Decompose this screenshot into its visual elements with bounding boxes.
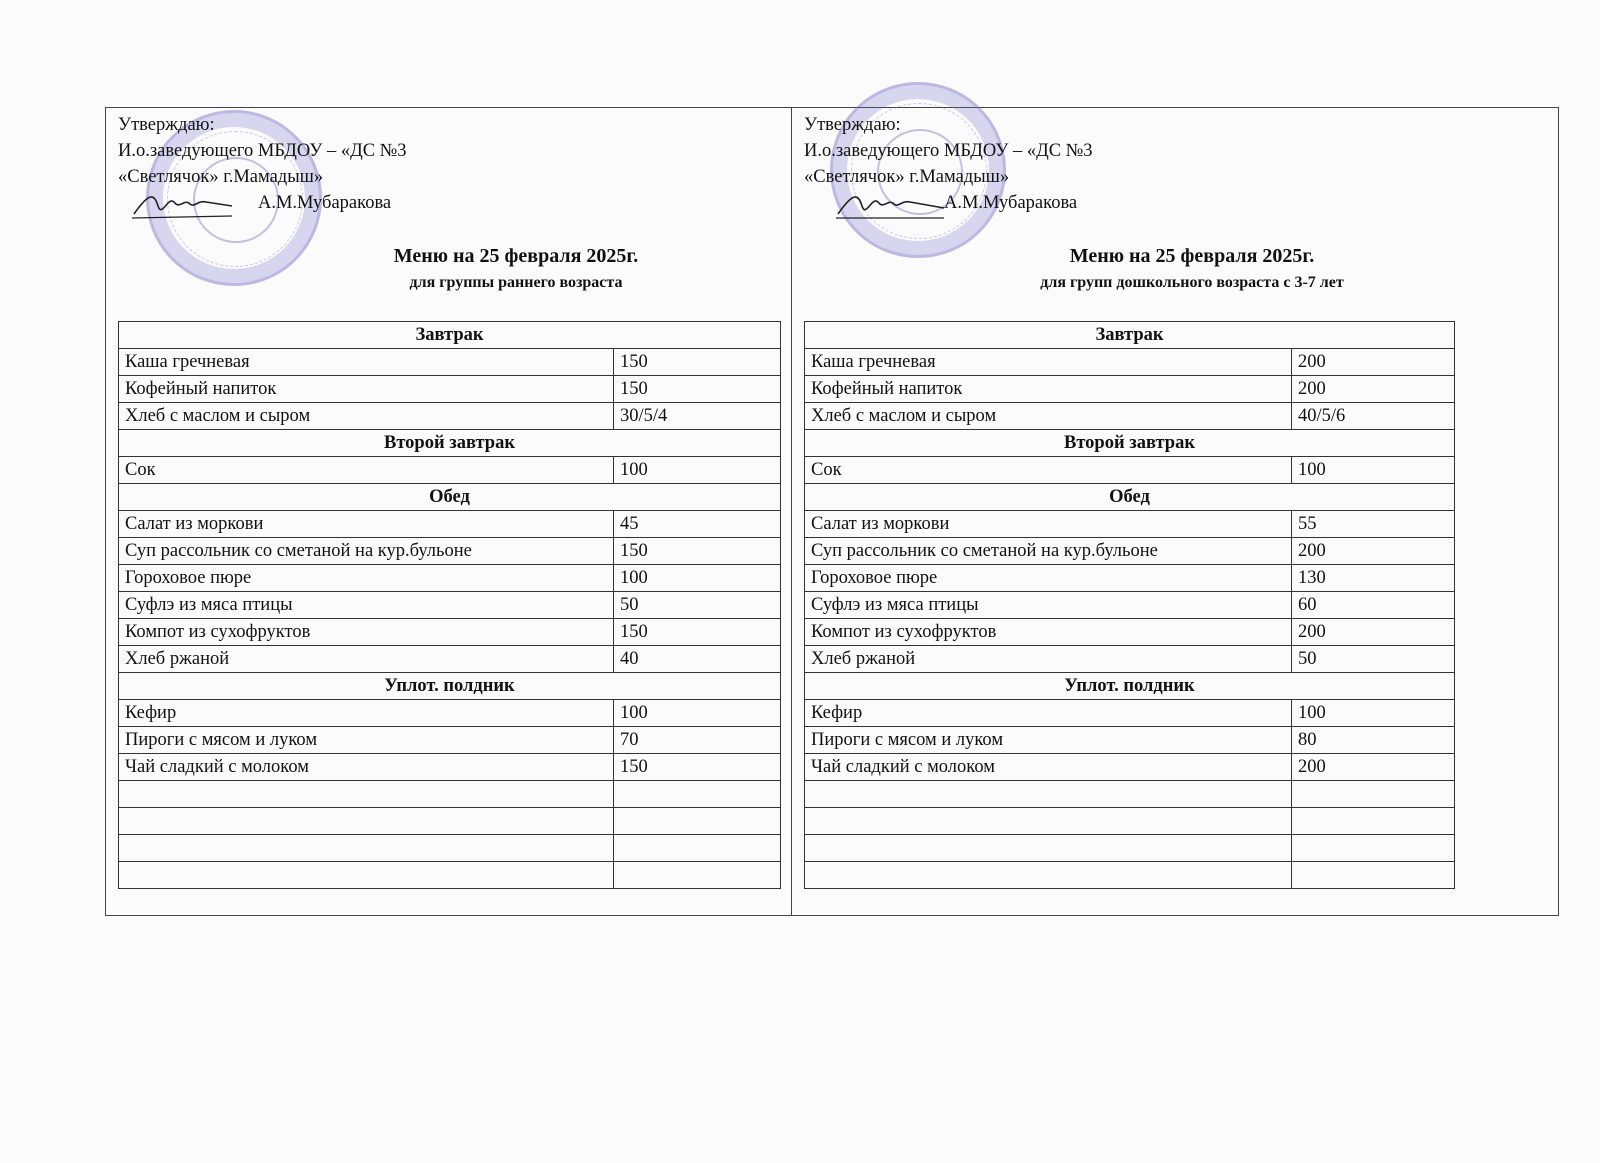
approval-position: И.о.заведующего МБДОУ – «ДС №3 xyxy=(804,141,1093,161)
table-row xyxy=(805,565,1455,592)
table-row xyxy=(119,646,781,673)
dish-portion: 150 xyxy=(614,619,781,646)
approval-block xyxy=(118,112,407,216)
section-header: Обед xyxy=(805,484,1455,511)
section-header: Уплот. полдник xyxy=(805,673,1455,700)
table-row xyxy=(119,565,781,592)
dish-name: Сок xyxy=(119,457,614,484)
dish-name: Кефир xyxy=(119,700,614,727)
section-row xyxy=(119,322,781,349)
table-row xyxy=(805,700,1455,727)
dish-name: Хлеб с маслом и сыром xyxy=(119,403,614,430)
dish-portion: 55 xyxy=(1292,511,1455,538)
dish-portion: 40/5/6 xyxy=(1292,403,1455,430)
dish-name: Суп рассольник со сметаной на кур.бульоне xyxy=(119,538,614,565)
section-row xyxy=(119,484,781,511)
dish-name: Хлеб ржаной xyxy=(119,646,614,673)
section-row xyxy=(805,484,1455,511)
table-row xyxy=(805,457,1455,484)
dish-portion: 50 xyxy=(614,592,781,619)
empty-row xyxy=(119,835,781,862)
section-header: Второй завтрак xyxy=(805,430,1455,457)
section-row xyxy=(805,430,1455,457)
table-row xyxy=(119,619,781,646)
table-row xyxy=(805,592,1455,619)
dish-portion: 150 xyxy=(614,376,781,403)
dish-portion: 100 xyxy=(614,565,781,592)
menu-title-block xyxy=(256,241,776,295)
empty-row xyxy=(805,862,1455,889)
dish-portion: 40 xyxy=(614,646,781,673)
menu-preschool xyxy=(792,108,1558,915)
dish-portion: 150 xyxy=(614,349,781,376)
dish-portion: 80 xyxy=(1292,727,1455,754)
dish-name: Салат из моркови xyxy=(119,511,614,538)
dish-name: Гороховое пюре xyxy=(805,565,1292,592)
dish-portion: 30/5/4 xyxy=(614,403,781,430)
dish-name: Суфлэ из мяса птицы xyxy=(119,592,614,619)
empty-row xyxy=(119,781,781,808)
dish-portion: 130 xyxy=(1292,565,1455,592)
menu-sheet xyxy=(105,107,1559,916)
dish-portion: 100 xyxy=(1292,457,1455,484)
menu-table xyxy=(118,321,781,889)
dish-portion: 150 xyxy=(614,754,781,781)
section-header: Уплот. полдник xyxy=(119,673,781,700)
empty-row xyxy=(805,835,1455,862)
dish-portion: 100 xyxy=(614,700,781,727)
approval-position: И.о.заведующего МБДОУ – «ДС №3 xyxy=(118,141,407,161)
empty-row xyxy=(805,781,1455,808)
approval-organization: «Светлячок» г.Мамадыш» xyxy=(118,167,324,187)
table-row xyxy=(119,727,781,754)
table-row xyxy=(805,619,1455,646)
dish-name: Чай сладкий с молоком xyxy=(119,754,614,781)
table-row xyxy=(119,592,781,619)
menu-title: Меню на 25 февраля 2025г. xyxy=(1069,245,1315,267)
dish-portion: 100 xyxy=(1292,700,1455,727)
table-row xyxy=(805,538,1455,565)
table-row xyxy=(119,457,781,484)
table-row xyxy=(805,349,1455,376)
dish-portion: 200 xyxy=(1292,619,1455,646)
table-row xyxy=(119,403,781,430)
menu-early-age xyxy=(106,108,792,915)
dish-name: Кофейный напиток xyxy=(805,376,1292,403)
empty-row xyxy=(119,862,781,889)
section-header: Завтрак xyxy=(805,322,1455,349)
dish-name: Пироги с мясом и луком xyxy=(119,727,614,754)
table-row xyxy=(119,376,781,403)
dish-portion: 45 xyxy=(614,511,781,538)
dish-portion: 200 xyxy=(1292,376,1455,403)
dish-portion: 200 xyxy=(1292,754,1455,781)
dish-portion: 70 xyxy=(614,727,781,754)
dish-name: Чай сладкий с молоком xyxy=(805,754,1292,781)
dish-portion: 60 xyxy=(1292,592,1455,619)
dish-name: Хлеб ржаной xyxy=(805,646,1292,673)
table-row xyxy=(119,538,781,565)
dish-portion: 100 xyxy=(614,457,781,484)
dish-name: Каша гречневая xyxy=(805,349,1292,376)
table-row xyxy=(805,376,1455,403)
table-row xyxy=(119,754,781,781)
dish-name: Каша гречневая xyxy=(119,349,614,376)
table-row xyxy=(805,727,1455,754)
menu-title-block xyxy=(932,241,1452,295)
dish-name: Гороховое пюре xyxy=(119,565,614,592)
table-row xyxy=(119,511,781,538)
table-row xyxy=(805,403,1455,430)
approver-name: А.М.Мубаракова xyxy=(258,193,392,213)
approver-name: А.М.Мубаракова xyxy=(944,193,1078,213)
dish-name: Компот из сухофруктов xyxy=(119,619,614,646)
approval-label: Утверждаю: xyxy=(804,115,901,135)
dish-name: Пироги с мясом и луком xyxy=(805,727,1292,754)
section-row xyxy=(805,322,1455,349)
table-row xyxy=(805,511,1455,538)
dish-name: Суп рассольник со сметаной на кур.бульоне xyxy=(805,538,1292,565)
menu-table xyxy=(804,321,1455,889)
dish-name: Кефир xyxy=(805,700,1292,727)
table-row xyxy=(119,700,781,727)
dish-portion: 200 xyxy=(1292,349,1455,376)
approval-organization: «Светлячок» г.Мамадыш» xyxy=(804,167,1010,187)
section-row xyxy=(119,430,781,457)
dish-name: Салат из моркови xyxy=(805,511,1292,538)
table-row xyxy=(805,754,1455,781)
dish-name: Кофейный напиток xyxy=(119,376,614,403)
dish-name: Хлеб с маслом и сыром xyxy=(805,403,1292,430)
section-header: Обед xyxy=(119,484,781,511)
menu-subtitle: для групп дошкольного возраста с 3-7 лет xyxy=(1040,274,1344,291)
table-row xyxy=(805,646,1455,673)
section-row xyxy=(805,673,1455,700)
section-row xyxy=(119,673,781,700)
menu-subtitle: для группы раннего возраста xyxy=(409,274,623,291)
dish-name: Сок xyxy=(805,457,1292,484)
dish-name: Суфлэ из мяса птицы xyxy=(805,592,1292,619)
menu-title: Меню на 25 февраля 2025г. xyxy=(393,245,639,267)
dish-portion: 50 xyxy=(1292,646,1455,673)
empty-row xyxy=(805,808,1455,835)
dish-portion: 200 xyxy=(1292,538,1455,565)
table-row xyxy=(119,349,781,376)
section-header: Второй завтрак xyxy=(119,430,781,457)
dish-portion: 150 xyxy=(614,538,781,565)
approval-block xyxy=(804,112,1093,216)
approval-label: Утверждаю: xyxy=(118,115,215,135)
section-header: Завтрак xyxy=(119,322,781,349)
empty-row xyxy=(119,808,781,835)
dish-name: Компот из сухофруктов xyxy=(805,619,1292,646)
